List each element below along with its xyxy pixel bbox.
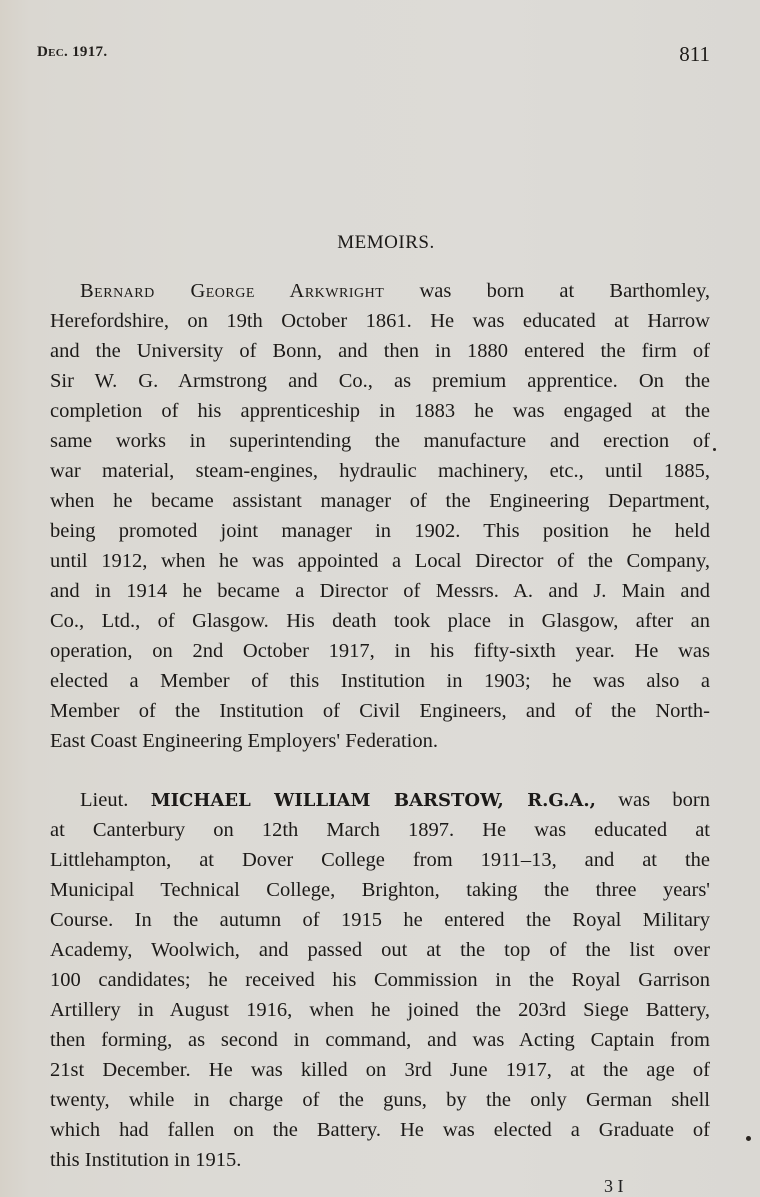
memoir-line: Sir W. G. Armstrong and Co., as premium apprentice. On the [50, 370, 710, 392]
memoir-line: and the University of Bonn, and then in 1880 entered the firm of [50, 340, 710, 362]
memoir-line: and in 1914 he became a Director of Messrs. A. and J. Main and [50, 580, 710, 602]
memoir-line: Municipal Technical College, Brighton, taking the three years' [50, 879, 710, 901]
memoir-line: until 1912, when he was appointed a Local Director of the Company, [50, 550, 710, 572]
memoir-line: Lieut. MICHAEL WILLIAM BARSTOW, R.G.A., was born [80, 789, 710, 811]
page-number: 811 [679, 42, 710, 66]
memoir-line: Academy, Woolwich, and passed out at the top of the list over [50, 939, 710, 961]
memoir-line: same works in superintending the manufacture and erection of [50, 430, 710, 452]
memoir-line: Course. In the autumn of 1915 he entered the Royal Military [50, 909, 710, 931]
memoir-line: this Institution in 1915. [50, 1149, 242, 1171]
memoir-line: war material, steam-engines, hydraulic machinery, etc., until 1885, [50, 460, 710, 482]
section-title: MEMOIRS. [337, 232, 435, 253]
memoir-line: Bernard George Arkwright was born at Barthomley, [80, 280, 710, 302]
memoir-line: at Canterbury on 12th March 1897. He was educated at [50, 819, 710, 841]
memoir-line: Co., Ltd., of Glasgow. His death took place in Glasgow, after an [50, 610, 710, 632]
running-head-date: Dec. 1917. [37, 44, 108, 60]
memoir-line: then forming, as second in command, and was Acting Captain from [50, 1029, 710, 1051]
memoir-line: which had fallen on the Battery. He was elected a Graduate of [50, 1119, 710, 1141]
memoir-line: East Coast Engineering Employers' Federation. [50, 730, 438, 752]
ink-speck [713, 448, 716, 451]
memoir-line: Herefordshire, on 19th October 1861. He was educated at Harrow [50, 310, 710, 332]
memoir-line: 21st December. He was killed on 3rd June 1917, at the age of [50, 1059, 710, 1081]
ink-speck [746, 1136, 751, 1141]
memoir-arkwright [50, 276, 710, 756]
memoir-line: completion of his apprenticeship in 1883 he was engaged at the [50, 400, 710, 422]
memoir-line: twenty, while in charge of the guns, by the only German shell [50, 1089, 710, 1111]
memoir-line: Littlehampton, at Dover College from 1911–13, and at the [50, 849, 710, 871]
memoir-line: when he became assistant manager of the Engineering Department, [50, 490, 710, 512]
memoir-barstow [50, 785, 710, 1175]
memoir-line: Member of the Institution of Civil Engineers, and of the North- [50, 700, 710, 722]
memoir-line: being promoted joint manager in 1902. This position he held [50, 520, 710, 542]
memoir-line: 100 candidates; he received his Commission in the Royal Garrison [50, 969, 710, 991]
memoir-subject-name: Bernard George Arkwright [80, 280, 385, 302]
printer-signature-mark: 3 I [604, 1176, 624, 1196]
memoir-line: elected a Member of this Institution in 1903; he was also a [50, 670, 710, 692]
memoir-subject-name: MICHAEL WILLIAM BARSTOW, R.G.A., [150, 790, 596, 811]
memoir-line: Artillery in August 1916, when he joined the 203rd Siege Battery, [50, 999, 710, 1021]
memoir-line: operation, on 2nd October 1917, in his fifty-sixth year. He was [50, 640, 710, 662]
